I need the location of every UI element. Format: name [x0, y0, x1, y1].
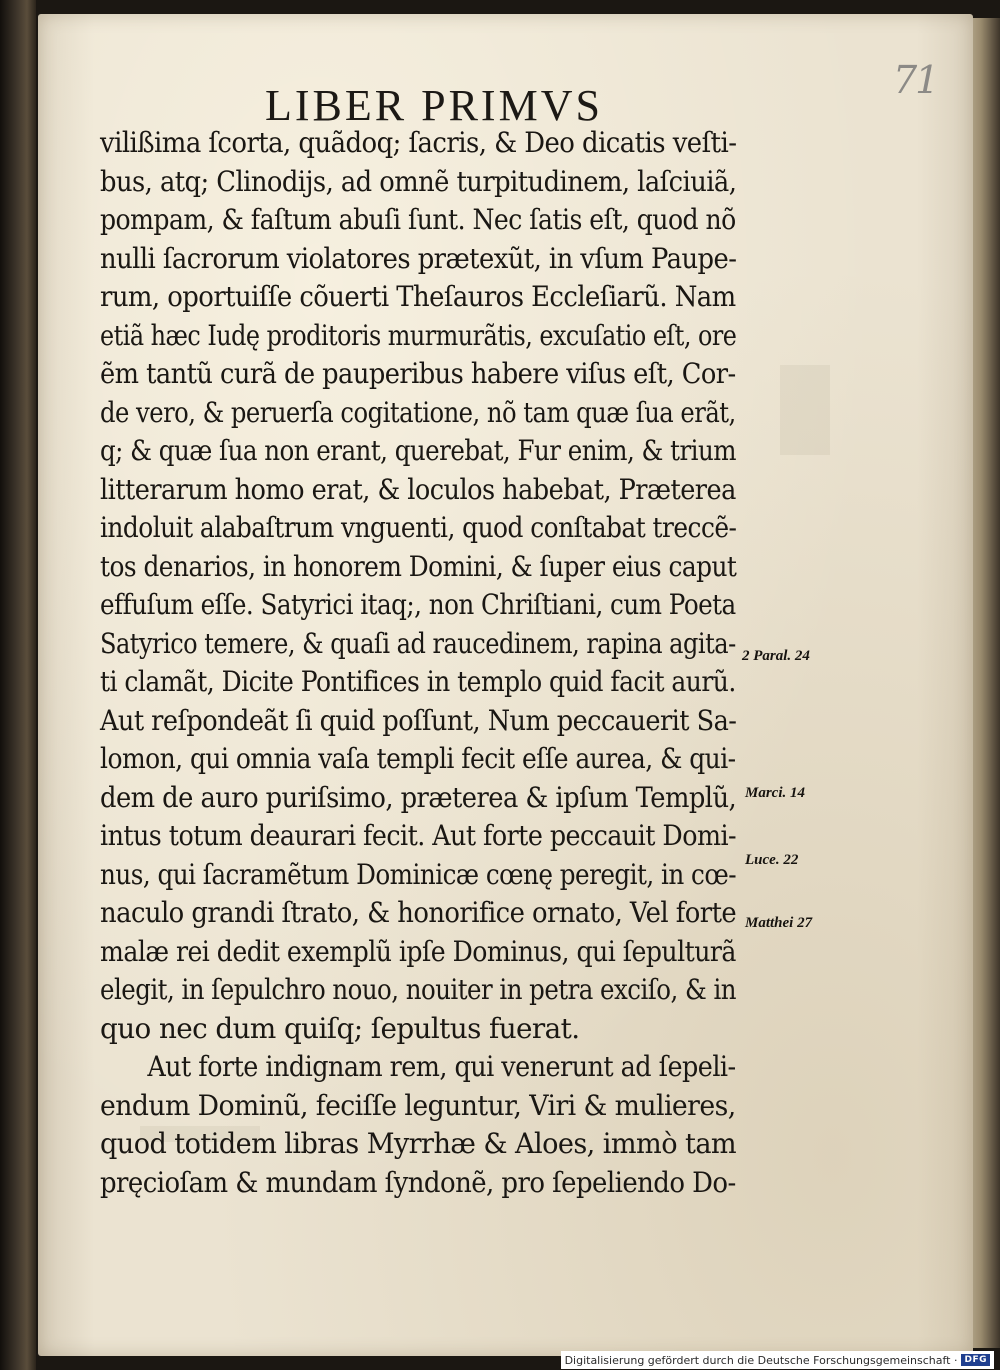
text-line: ẽm tantũ curã de pauperibus habere viſus eſt, Cor- [100, 357, 736, 390]
text-line: pręcioſam & mundam ſyndonẽ, pro ſepeliendo Do- [100, 1165, 736, 1199]
text-line: intus totum deaurari fecit. Aut forte peccauit Domi- [100, 819, 737, 852]
body-text [100, 124, 740, 1202]
running-head: LIBER PRIMVS [265, 81, 603, 130]
text-line: dem de auro puriſsimo, præterea & ipſum Templũ, [100, 780, 737, 814]
text-line: litterarum homo erat, & loculos habebat, Præterea [100, 472, 736, 506]
text-line: Satyrico temere, & quaſi ad raucedinem, rapina agita- [100, 626, 736, 660]
show-through-mark [780, 365, 830, 455]
text-line: q; & quæ ſua non erant, querebat, Fur enim, & trium [100, 434, 737, 467]
text-line: rum, oportuiſſe cõuerti Theſauros Eccleſiarũ. Nam [100, 280, 736, 313]
dfg-logo: DFG [961, 1354, 990, 1366]
text-line: nus, qui ſacramẽtum Dominicæ cœnę peregit, in cœ- [100, 857, 737, 891]
text-line: elegit, in ſepulchro nouo, nouiter in petra exciſo, & in [100, 973, 737, 1006]
folio-number: 71 [893, 58, 938, 102]
text-line: lomon, qui omnia vaſa templi fecit eſſe aurea, & qui- [100, 742, 736, 775]
book-binding-edge [0, 0, 36, 1370]
marginal-note: Luce. 22 [745, 852, 799, 868]
text-line: Aut reſpondeãt ſi quid poſſunt, Num peccauerit Sa- [100, 703, 737, 737]
text-line: indoluit alabaſtrum vnguenti, quod conſtabat treccẽ- [100, 511, 737, 544]
text-line: etiã hæc Iudę proditoris murmurãtis, excuſatio eſt, ore [100, 318, 737, 352]
text-line: quo nec dum quiſq; ſepultus fuerat. [100, 1011, 580, 1045]
text-line: vilißima ſcorta, quãdoq; ſacris, & Deo dicatis veſti- [100, 126, 737, 159]
text-line: tos denarios, in honorem Domini, & ſuper eius caput [100, 549, 737, 583]
credit-text: Digitalisierung gefördert durch die Deutsche Forschungsgemeinschaft · [564, 1353, 958, 1367]
marginal-note: 2 Paral. 24 [742, 648, 810, 664]
text-line: effuſum eſſe. Satyrici itaq;, non Chriſtiani, cum Poeta [100, 588, 736, 621]
digitization-credit [561, 1351, 994, 1369]
text-line: pompam, & faſtum abuſi ſunt. Nec ſatis eſt, quod nõ [100, 203, 736, 236]
text-line: malæ rei dedit exemplũ ipſe Dominus, qui ſepulturã [100, 934, 736, 968]
text-line: bus, atq; Clinodijs, ad omnẽ turpitudinem, laſciuiã, [100, 164, 737, 198]
text-line: endum Dominũ, feciſſe leguntur, Viri & mulieres, [100, 1088, 736, 1122]
text-line-paragraph-start: Aut forte indignam rem, qui venerunt ad ſepeli- [147, 1050, 736, 1083]
text-line: naculo grandi ſtrato, & honorifice ornato, Vel forte [100, 896, 737, 929]
text-line: de vero, & peruerſa cogitatione, nõ tam quæ ſua erãt, [100, 395, 736, 429]
text-line: ti clamãt, Dicite Pontifices in templo quid facit aurũ. [100, 665, 736, 698]
text-line: nulli ſacrorum violatores prætexũt, in vſum Paupe- [100, 241, 737, 275]
marginal-note: Matthei 27 [745, 915, 813, 931]
marginal-note: Marci. 14 [745, 785, 805, 801]
text-line: quod totidem libras Myrrhæ & Aloes, immò tam [100, 1127, 737, 1160]
